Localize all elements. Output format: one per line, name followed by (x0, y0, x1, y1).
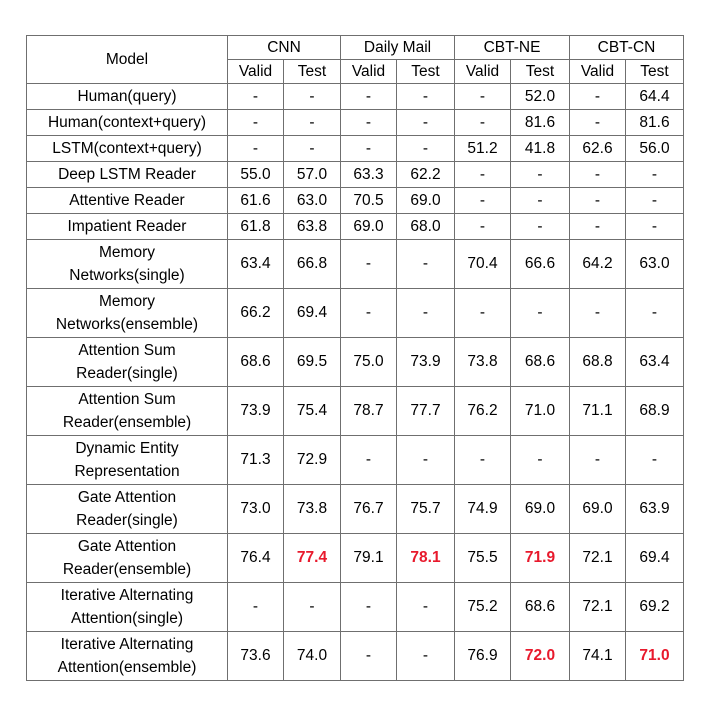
score-cell: - (397, 289, 455, 338)
model-name (27, 338, 228, 387)
score-cell: 74.0 (284, 632, 341, 681)
table-row (27, 110, 684, 136)
score-cell: 69.5 (284, 338, 341, 387)
score-cell: 76.9 (455, 632, 511, 681)
score-cell: 69.0 (570, 485, 626, 534)
score-cell: - (341, 110, 397, 136)
score-cell: - (228, 84, 284, 110)
score-cell: - (341, 632, 397, 681)
sub-header: Valid (341, 60, 397, 84)
score-cell: 73.8 (284, 485, 341, 534)
score-cell: 57.0 (284, 162, 341, 188)
score-cell: 77.7 (397, 387, 455, 436)
score-cell: - (228, 583, 284, 632)
score-cell: - (511, 289, 570, 338)
model-name-line: Memory (99, 293, 155, 310)
score-cell: 69.0 (341, 214, 397, 240)
score-cell: 55.0 (228, 162, 284, 188)
score-cell: - (228, 136, 284, 162)
model-name: Deep LSTM Reader (27, 162, 228, 188)
score-cell: 68.8 (570, 338, 626, 387)
score-cell: 69.4 (284, 289, 341, 338)
score-cell: 63.8 (284, 214, 341, 240)
score-cell: - (455, 436, 511, 485)
score-cell: 68.9 (626, 387, 684, 436)
sub-header: Valid (228, 60, 284, 84)
score-cell: 68.6 (511, 338, 570, 387)
score-cell-highlighted: 71.0 (626, 632, 684, 681)
score-cell: - (511, 162, 570, 188)
score-cell: - (626, 289, 684, 338)
model-name-line: Networks(ensemble) (55, 316, 199, 333)
score-cell: - (626, 436, 684, 485)
score-cell: - (570, 162, 626, 188)
model-name-line: Representation (74, 463, 180, 480)
score-cell: 79.1 (341, 534, 397, 583)
model-name-line: Networks(single) (69, 267, 185, 284)
score-cell-highlighted: 72.0 (511, 632, 570, 681)
model-name-line: Dynamic Entity (75, 440, 179, 457)
table-row (27, 162, 684, 188)
score-cell: - (455, 84, 511, 110)
table-row (27, 338, 684, 387)
model-name-line: Reader(single) (76, 512, 178, 529)
score-cell: - (397, 110, 455, 136)
table-row (27, 436, 684, 485)
score-cell: - (284, 84, 341, 110)
results-table (26, 35, 684, 681)
score-cell: 63.9 (626, 485, 684, 534)
score-cell: - (455, 289, 511, 338)
model-column-header: Model (27, 36, 228, 84)
score-cell: 69.2 (626, 583, 684, 632)
score-cell: - (341, 289, 397, 338)
sub-header: Valid (570, 60, 626, 84)
model-name-line: Iterative Alternating (60, 636, 194, 653)
dataset-header-dailymail: Daily Mail (341, 36, 455, 60)
score-cell: - (284, 136, 341, 162)
model-name: Attentive Reader (27, 188, 228, 214)
score-cell: - (341, 436, 397, 485)
sub-header: Test (511, 60, 570, 84)
model-name-line: Attention(ensemble) (57, 659, 197, 676)
score-cell: 62.2 (397, 162, 455, 188)
score-cell: - (511, 188, 570, 214)
score-cell: 63.0 (626, 240, 684, 289)
score-cell: - (570, 110, 626, 136)
score-cell: 68.6 (228, 338, 284, 387)
model-name (27, 485, 228, 534)
table-row (27, 583, 684, 632)
score-cell-highlighted: 77.4 (284, 534, 341, 583)
score-cell: 66.8 (284, 240, 341, 289)
score-cell: 75.0 (341, 338, 397, 387)
score-cell: 76.2 (455, 387, 511, 436)
score-cell: - (455, 188, 511, 214)
score-cell: 71.1 (570, 387, 626, 436)
model-name (27, 289, 228, 338)
score-cell: 52.0 (511, 84, 570, 110)
model-name: LSTM(context+query) (27, 136, 228, 162)
score-cell: 75.5 (455, 534, 511, 583)
model-name-line: Attention Sum (78, 342, 176, 359)
table-row (27, 136, 684, 162)
score-cell-highlighted: 71.9 (511, 534, 570, 583)
sub-header: Valid (455, 60, 511, 84)
score-cell: - (397, 136, 455, 162)
score-cell: 66.2 (228, 289, 284, 338)
score-cell: - (511, 436, 570, 485)
score-cell: - (570, 214, 626, 240)
dataset-header-cbt-cn: CBT-CN (570, 36, 684, 60)
score-cell: - (570, 84, 626, 110)
model-name-line: Reader(ensemble) (62, 414, 192, 431)
model-name-line: Attention(single) (70, 610, 183, 627)
score-cell: 63.0 (284, 188, 341, 214)
sub-header: Test (397, 60, 455, 84)
score-cell: 63.3 (341, 162, 397, 188)
score-cell: - (397, 240, 455, 289)
score-cell: - (341, 136, 397, 162)
model-name (27, 534, 228, 583)
score-cell: 63.4 (228, 240, 284, 289)
model-name (27, 632, 228, 681)
model-name (27, 240, 228, 289)
score-cell: 69.0 (397, 188, 455, 214)
score-cell: - (455, 214, 511, 240)
model-name-line: Reader(ensemble) (62, 561, 192, 578)
score-cell: 56.0 (626, 136, 684, 162)
score-cell: 76.7 (341, 485, 397, 534)
score-cell: 81.6 (511, 110, 570, 136)
score-cell: - (341, 84, 397, 110)
score-cell: - (570, 436, 626, 485)
sub-header: Test (626, 60, 684, 84)
table-row (27, 84, 684, 110)
score-cell: 75.7 (397, 485, 455, 534)
score-cell: 75.4 (284, 387, 341, 436)
score-cell: 62.6 (570, 136, 626, 162)
score-cell: 64.4 (626, 84, 684, 110)
score-cell: 76.4 (228, 534, 284, 583)
score-cell: 75.2 (455, 583, 511, 632)
score-cell: 74.9 (455, 485, 511, 534)
model-name-line: Reader(single) (76, 365, 178, 382)
score-cell: - (284, 110, 341, 136)
model-name: Human(context+query) (27, 110, 228, 136)
score-cell: - (397, 436, 455, 485)
table-row (27, 485, 684, 534)
score-cell: 69.0 (511, 485, 570, 534)
model-name (27, 387, 228, 436)
model-name (27, 436, 228, 485)
score-cell: 63.4 (626, 338, 684, 387)
model-name-line: Iterative Alternating (60, 587, 194, 604)
table-row (27, 387, 684, 436)
model-name-line: Attention Sum (78, 391, 176, 408)
score-cell-highlighted: 78.1 (397, 534, 455, 583)
model-name-line: Gate Attention (77, 538, 177, 555)
model-name: Human(query) (27, 84, 228, 110)
score-cell: 51.2 (455, 136, 511, 162)
sub-header: Test (284, 60, 341, 84)
score-cell: 61.6 (228, 188, 284, 214)
score-cell: 73.0 (228, 485, 284, 534)
score-cell: 72.1 (570, 583, 626, 632)
model-name-line: Gate Attention (77, 489, 177, 506)
score-cell: 81.6 (626, 110, 684, 136)
score-cell: - (455, 162, 511, 188)
score-cell: 69.4 (626, 534, 684, 583)
score-cell: - (570, 188, 626, 214)
score-cell: 72.1 (570, 534, 626, 583)
score-cell: 64.2 (570, 240, 626, 289)
table-row (27, 214, 684, 240)
dataset-header-cnn: CNN (228, 36, 341, 60)
score-cell: - (455, 110, 511, 136)
score-cell: - (511, 214, 570, 240)
score-cell: - (626, 188, 684, 214)
score-cell: 73.8 (455, 338, 511, 387)
table-row (27, 240, 684, 289)
score-cell: 66.6 (511, 240, 570, 289)
score-cell: - (397, 84, 455, 110)
score-cell: - (341, 583, 397, 632)
score-cell: 41.8 (511, 136, 570, 162)
dataset-header-cbt-ne: CBT-NE (455, 36, 570, 60)
score-cell: 61.8 (228, 214, 284, 240)
score-cell: 73.9 (397, 338, 455, 387)
model-name (27, 583, 228, 632)
score-cell: 68.6 (511, 583, 570, 632)
score-cell: 68.0 (397, 214, 455, 240)
table-row (27, 534, 684, 583)
score-cell: 71.0 (511, 387, 570, 436)
score-cell: 72.9 (284, 436, 341, 485)
score-cell: - (284, 583, 341, 632)
score-cell: - (626, 214, 684, 240)
score-cell: 78.7 (341, 387, 397, 436)
table-row (27, 289, 684, 338)
table-row (27, 188, 684, 214)
score-cell: - (626, 162, 684, 188)
score-cell: 74.1 (570, 632, 626, 681)
score-cell: - (397, 632, 455, 681)
score-cell: 70.5 (341, 188, 397, 214)
score-cell: - (228, 110, 284, 136)
score-cell: 70.4 (455, 240, 511, 289)
score-cell: 73.9 (228, 387, 284, 436)
model-name: Impatient Reader (27, 214, 228, 240)
table-row (27, 632, 684, 681)
model-name-line: Memory (99, 244, 155, 261)
score-cell: - (397, 583, 455, 632)
score-cell: - (341, 240, 397, 289)
score-cell: 73.6 (228, 632, 284, 681)
score-cell: - (570, 289, 626, 338)
score-cell: 71.3 (228, 436, 284, 485)
